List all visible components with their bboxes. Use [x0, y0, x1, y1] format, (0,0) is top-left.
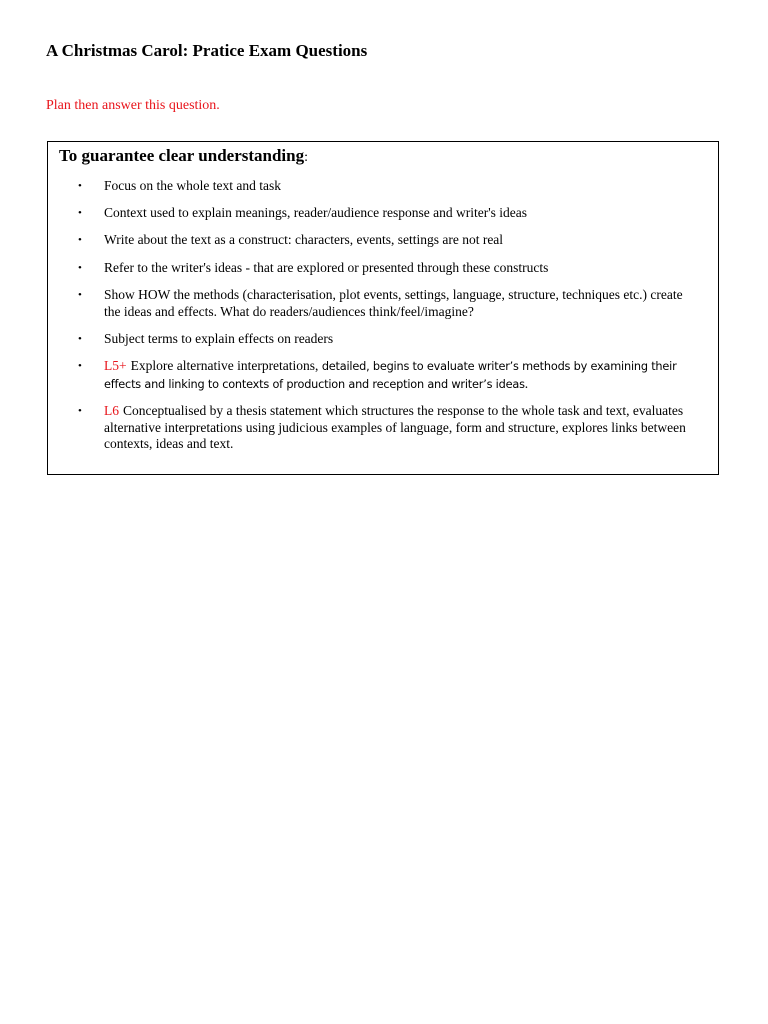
list-item-text-sans: detailed, begins to evaluate writer’s methods by examining their effects and linking to contexts of production and reception and writer’s ideas: [104, 360, 677, 391]
bullet-icon: •: [78, 360, 82, 372]
level-tag-l6: L6: [104, 403, 119, 418]
list-item-text: Refer to the writer's ideas - that are explored or presented through these constructs: [104, 260, 549, 275]
bullet-icon: •: [78, 405, 82, 417]
bullet-icon: •: [78, 207, 82, 219]
criteria-heading-text: To guarantee clear understanding: [59, 146, 305, 165]
list-item-text-end: .: [524, 375, 529, 391]
list-item-text: [104, 403, 700, 453]
bullet-icon: •: [78, 262, 82, 274]
criteria-heading: [59, 146, 308, 166]
criteria-box: [47, 141, 719, 475]
bullet-icon: •: [78, 333, 82, 345]
list-item-text: Write about the text as a construct: characters, events, settings are not real: [104, 232, 504, 247]
list-item-text: Focus on the whole text and task: [104, 178, 281, 193]
page-title: A Christmas Carol: Pratice Exam Questions: [46, 41, 368, 60]
bullet-icon: •: [78, 180, 82, 192]
list-item-text: [104, 358, 700, 393]
list-item-text-serif: Conceptualised by a thesis statement which structures the response to the whole task and text, evaluates alternative interpretations using judicious examples of language, form and structure, explores links between contexts, ideas and text.: [104, 403, 686, 451]
criteria-heading-colon: :: [304, 150, 308, 165]
list-item-text: Context used to explain meanings, reader/audience response and writer's ideas: [104, 205, 528, 220]
instruction-text: Plan then answer this question.: [46, 98, 220, 113]
list-item-text: Subject terms to explain effects on readers: [104, 331, 334, 346]
bullet-icon: •: [78, 234, 82, 246]
bullet-icon: •: [78, 289, 82, 301]
list-item-text-serif: Explore alternative interpretations,: [130, 358, 319, 373]
list-item-text: Show HOW the methods (characterisation, plot events, settings, language, structure, techniques etc.) create the ideas and effects. What do readers/audiences think/feel/imagine?: [104, 287, 683, 319]
level-tag-l5plus: L5+: [104, 358, 127, 373]
